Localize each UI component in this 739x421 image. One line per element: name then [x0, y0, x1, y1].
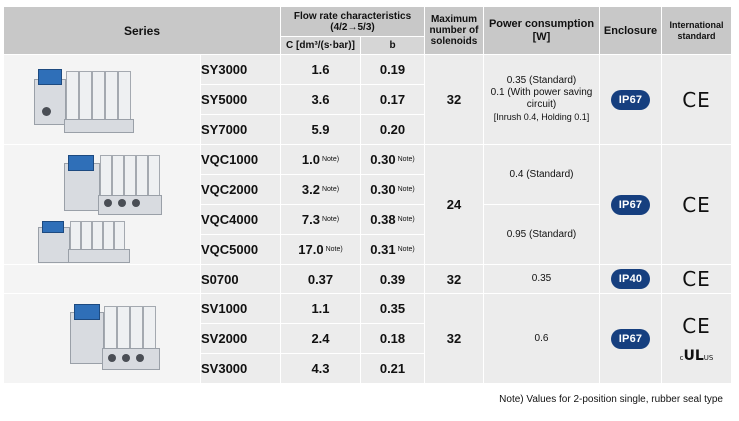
series-name: VQC2000: [201, 175, 281, 205]
ce-mark-icon: CE: [682, 87, 711, 112]
power-sy-line2: 0.1 (With power saving circuit): [490, 87, 593, 110]
table-row: [4, 145, 732, 175]
b-value: 0.17: [361, 85, 425, 115]
ip-badge: IP67: [611, 90, 650, 110]
series-name: VQC5000: [201, 235, 281, 265]
max-solenoids-sv: 32: [425, 294, 484, 384]
b-value: 0.35: [361, 294, 425, 324]
c-value: 3.2 $^{Note)}$: [281, 175, 361, 205]
max-solenoids-sy: 32: [425, 55, 484, 145]
standard-sy: [662, 55, 732, 145]
sy-manifold-image: [4, 55, 201, 145]
b-value: 0.31 $^{Note)}$: [361, 235, 425, 265]
series-name: SV3000: [201, 354, 281, 384]
ce-mark-icon: CE: [682, 267, 711, 291]
series-name: SY3000: [201, 55, 281, 85]
power-sy: [484, 55, 600, 145]
series-name: SV1000: [201, 294, 281, 324]
header-power: Power consumption [W]: [484, 7, 600, 55]
c-value: 7.3 $^{Note)}$: [281, 205, 361, 235]
header-flow-rate: Flow rate characteristics (4/2→5/3): [281, 7, 425, 37]
max-solenoids-vqc: 24: [425, 145, 484, 265]
power-vqc-a: 0.4 (Standard): [484, 145, 600, 205]
enclosure-sy: [600, 55, 662, 145]
max-solenoids-s0700: 32: [425, 265, 484, 294]
ip-badge: IP67: [611, 329, 650, 349]
ce-mark-icon: CE: [682, 313, 711, 338]
b-value: 0.21: [361, 354, 425, 384]
table-row: [4, 294, 732, 324]
series-name: SV2000: [201, 324, 281, 354]
power-vqc-b: 0.95 (Standard): [484, 205, 600, 265]
s0700-manifold-image: [4, 265, 201, 294]
ul-mark-icon: cULUS: [679, 347, 714, 364]
c-value: 1.1: [281, 294, 361, 324]
ip-badge: IP40: [611, 269, 650, 289]
b-value: 0.30 $^{Note)}$: [361, 145, 425, 175]
c-value: 1.0 $^{Note)}$: [281, 145, 361, 175]
note-marker: Note): [321, 156, 340, 163]
note-marker: Note): [321, 216, 340, 223]
sv-manifold-image: [4, 294, 201, 384]
standard-sv: [662, 294, 732, 384]
standard-s0700: [662, 265, 732, 294]
power-sv: 0.6: [484, 294, 600, 384]
b-value: 0.20: [361, 115, 425, 145]
b-value: 0.19: [361, 55, 425, 85]
table-row: [4, 55, 732, 85]
c-value: 0.37: [281, 265, 361, 294]
b-value: 0.18: [361, 324, 425, 354]
power-sy-line3: [Inrush 0.4, Holding 0.1]: [493, 112, 590, 122]
standard-vqc: [662, 145, 732, 265]
enclosure-vqc: [600, 145, 662, 265]
note-marker: Note): [321, 186, 340, 193]
note-marker: Note): [397, 246, 415, 253]
series-name: SY7000: [201, 115, 281, 145]
header-international-standard: International standard: [662, 7, 732, 55]
c-value: 4.3: [281, 354, 361, 384]
note-marker: Note): [397, 186, 415, 193]
series-name: VQC1000: [201, 145, 281, 175]
c-value: 5.9: [281, 115, 361, 145]
note-marker: Note): [397, 216, 415, 223]
ce-mark-icon: CE: [682, 192, 711, 217]
ip-badge: IP67: [611, 195, 650, 215]
enclosure-s0700: [600, 265, 662, 294]
footnote: Note) Values for 2-position single, rubber seal type: [499, 394, 723, 405]
header-enclosure: Enclosure: [600, 7, 662, 55]
power-s0700: 0.35: [484, 265, 600, 294]
header-series: Series: [4, 7, 281, 55]
header-b: b: [361, 37, 425, 55]
vqc-manifold-image: [4, 145, 201, 265]
series-name: SY5000: [201, 85, 281, 115]
series-name: VQC4000: [201, 205, 281, 235]
header-c: C [dm³/(s·bar)]: [281, 37, 361, 55]
b-value: 0.39: [361, 265, 425, 294]
table-row: [4, 265, 732, 294]
enclosure-sv: [600, 294, 662, 384]
note-marker: Note): [397, 156, 415, 163]
c-value: 3.6: [281, 85, 361, 115]
power-sy-line1: 0.35 (Standard): [506, 75, 577, 86]
c-value: 17.0 $^{Note)}$: [281, 235, 361, 265]
header-max-solenoids: Maximum number of solenoids: [425, 7, 484, 55]
spec-table: [3, 6, 732, 384]
note-marker: Note): [325, 246, 343, 253]
c-value: 2.4: [281, 324, 361, 354]
b-value: 0.30 $^{Note)}$: [361, 175, 425, 205]
b-value: 0.38 $^{Note)}$: [361, 205, 425, 235]
c-value: 1.6: [281, 55, 361, 85]
series-name: S0700: [201, 265, 281, 294]
